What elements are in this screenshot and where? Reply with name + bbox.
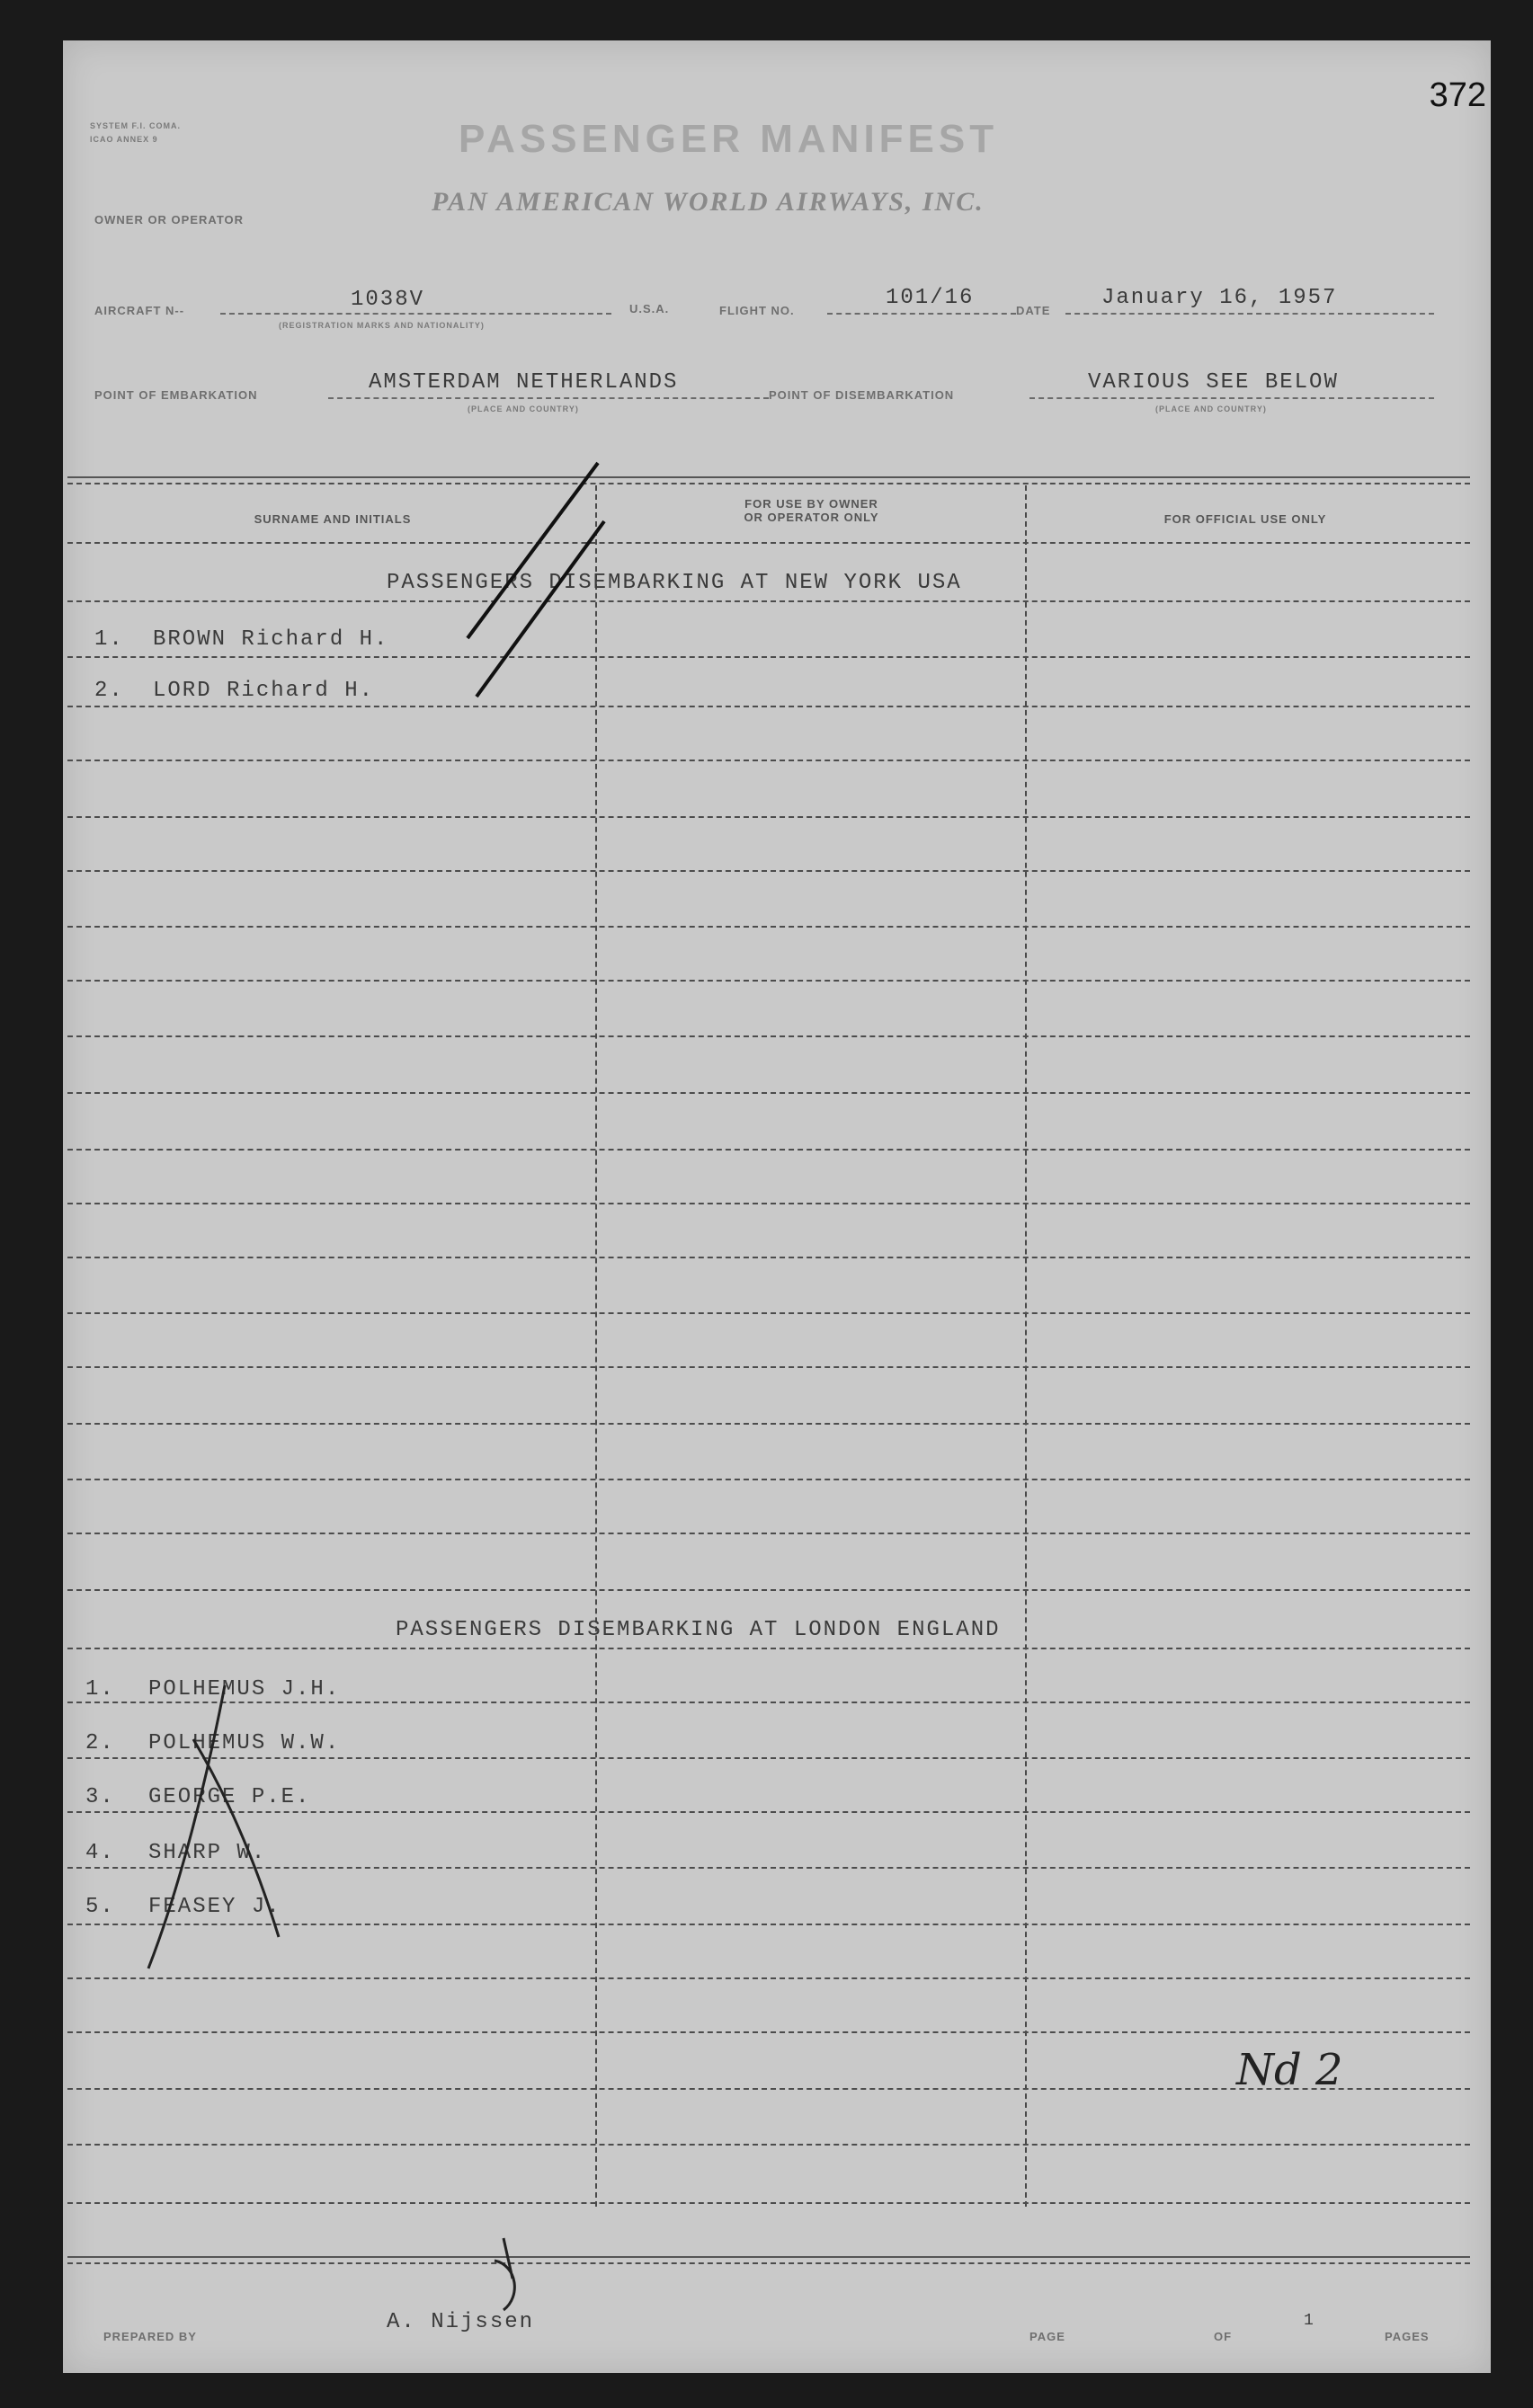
passenger-num: 1. bbox=[94, 627, 124, 652]
passenger-num: 2. bbox=[94, 679, 124, 703]
col-header-owner-use-line2: OR OPERATOR ONLY bbox=[744, 511, 879, 524]
col-header-owner-use-line1: FOR USE BY OWNER bbox=[744, 497, 878, 511]
embark-value: AMSTERDAM NETHERLANDS bbox=[369, 370, 679, 395]
disembark-label: POINT OF DISEMBARKATION bbox=[769, 388, 955, 402]
prepared-value: A. Nijssen bbox=[387, 2310, 535, 2334]
passenger-name: POLHEMUS W.W. bbox=[148, 1731, 341, 1755]
flight-label: FLIGHT NO. bbox=[719, 304, 795, 317]
passenger-name: LORD Richard H. bbox=[153, 679, 375, 703]
embark-sub: (PLACE AND COUNTRY) bbox=[468, 404, 579, 413]
disembark-value: VARIOUS SEE BELOW bbox=[1088, 370, 1339, 395]
passenger-num: 5. bbox=[85, 1895, 115, 1919]
passenger-num: 3. bbox=[85, 1785, 115, 1809]
page-label: PAGE bbox=[1029, 2330, 1065, 2343]
handwritten-annotation: Nd 2 bbox=[1236, 2045, 1343, 2095]
aircraft-sub: (REGISTRATION MARKS AND NATIONALITY) bbox=[279, 321, 485, 330]
aircraft-value: 1038V bbox=[351, 288, 425, 312]
passenger-num: 1. bbox=[85, 1677, 115, 1702]
group-heading-london: PASSENGERS DISEMBARKING AT LONDON ENGLAND bbox=[396, 1618, 1001, 1642]
passenger-num: 2. bbox=[85, 1731, 115, 1755]
passenger-name: FEASEY J. bbox=[148, 1895, 281, 1919]
strike-cross-1 bbox=[148, 1685, 225, 1968]
form-code-1: SYSTEM F.I. COMA. bbox=[90, 121, 182, 130]
flight-value: 101/16 bbox=[886, 286, 975, 310]
pages-label: PAGES bbox=[1385, 2330, 1430, 2343]
strike-slash-1 bbox=[468, 463, 598, 638]
disembark-sub: (PLACE AND COUNTRY) bbox=[1155, 404, 1267, 413]
date-value: January 16, 1957 bbox=[1101, 286, 1338, 310]
group-heading-new-york: PASSENGERS DISEMBARKING AT NEW YORK USA bbox=[387, 571, 962, 595]
owner-label: OWNER OR OPERATOR bbox=[94, 213, 245, 227]
form-code-2: ICAO ANNEX 9 bbox=[90, 135, 158, 144]
date-label: DATE bbox=[1016, 304, 1051, 317]
prepared-label: PREPARED BY bbox=[103, 2330, 197, 2343]
of-label: OF bbox=[1214, 2330, 1233, 2343]
col-header-official: FOR OFFICIAL USE ONLY bbox=[1163, 512, 1327, 526]
passenger-name: POLHEMUS J.H. bbox=[148, 1677, 341, 1702]
manifest-title: PASSENGER MANIFEST bbox=[459, 117, 999, 161]
of-value: 1 bbox=[1304, 2312, 1315, 2330]
passenger-name: BROWN Richard H. bbox=[153, 627, 389, 652]
page-number: 372 bbox=[1429, 76, 1486, 114]
owner-value: PAN AMERICAN WORLD AIRWAYS, INC. bbox=[432, 187, 985, 217]
passenger-num: 4. bbox=[85, 1841, 115, 1865]
strike-slash-2 bbox=[477, 521, 604, 697]
aircraft-label: AIRCRAFT N-- bbox=[94, 304, 185, 317]
col-header-surname: SURNAME AND INITIALS bbox=[254, 512, 412, 526]
passenger-name: SHARP W. bbox=[148, 1841, 267, 1865]
signature-flourish bbox=[495, 2238, 514, 2310]
passenger-name: GEORGE P.E. bbox=[148, 1785, 311, 1809]
country-label: U.S.A. bbox=[629, 302, 670, 315]
embark-label: POINT OF EMBARKATION bbox=[94, 388, 258, 402]
